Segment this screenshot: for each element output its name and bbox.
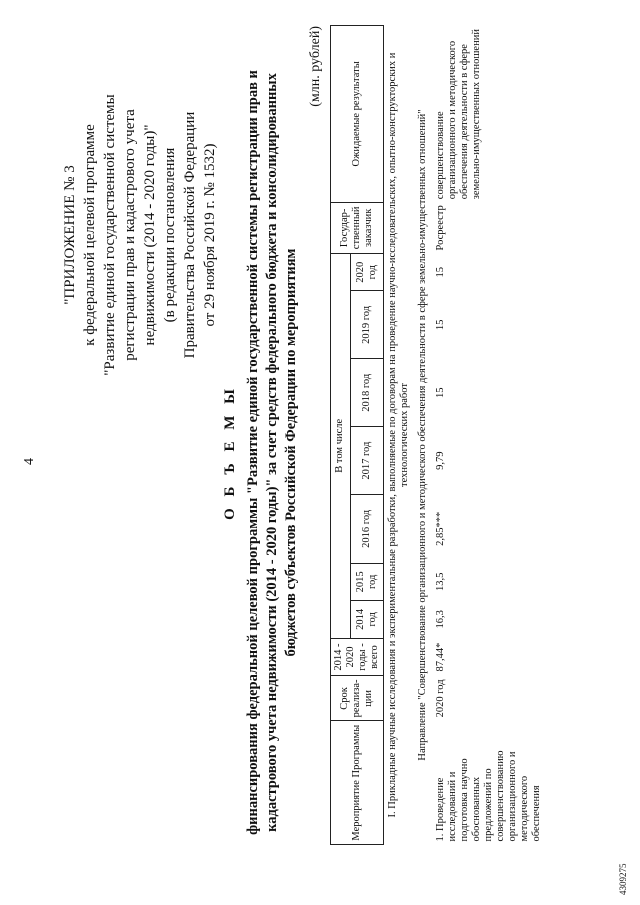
appendix-line: к федеральной целевой программе (82, 124, 98, 346)
term-cell: 2020 год (435, 679, 446, 718)
section-row (384, 26, 415, 845)
header-including: В том числе (331, 253, 351, 638)
appendix-line: недвижимости (2014 - 2020 годы)" (142, 124, 158, 346)
document-title: финансирования федеральной целевой программы "Развитие единой государственной системы регистрации прав и кадастрового учета недвижимости (2014 - 2020 годы)" за счет средств федерального бюджета и консолидированных бюджетов субъектов Российской Федерации по мероприятиям (245, 70, 299, 835)
unit-label: (млн. рублей) (308, 26, 323, 107)
header-term: Срок реализа- ции (331, 676, 384, 721)
appendix-line: (в редакции постановления (162, 147, 178, 323)
header-customer: Государ- ственный заказчик (331, 202, 384, 253)
table-row (432, 26, 546, 845)
direction-heading: Направление "Совершенствование организационного и методического обеспечения деятельности в сфере земельно-имущественных отношений" (417, 109, 428, 761)
value-2019: 15 (435, 319, 446, 331)
footer-stamp: 4309275 (618, 863, 628, 895)
header-measure: Мероприятие Программы (331, 721, 384, 845)
header-year: 2016 год (350, 495, 383, 564)
header-total: 2014 - 2020 годы - всего (331, 638, 384, 676)
page-number: 4 (22, 458, 37, 465)
value-2018: 15 (435, 387, 446, 399)
header-results: Ожидаемые результаты (331, 26, 384, 203)
appendix-line: "ПРИЛОЖЕНИЕ № 3 (62, 165, 78, 305)
value-2016: 2,85*** (435, 511, 446, 546)
appendix-block (60, 45, 220, 425)
header-year: 2019 год (350, 291, 383, 359)
appendix-line: регистрации прав и кадастрового учета (122, 109, 138, 361)
value-2017: 9,79 (435, 451, 446, 470)
value-2020: 15 (435, 266, 446, 278)
header-year: 2015 год (350, 563, 383, 601)
appendix-line: "Развитие единой государственной системы (102, 94, 118, 376)
header-row (331, 26, 351, 845)
header-year: 2014 год (350, 601, 383, 639)
funding-table (330, 25, 546, 845)
appendix-line: от 29 ноября 2019 г. № 1532) (202, 143, 218, 327)
document-heading: О Б Ъ Е М Ы (222, 385, 238, 520)
row-number: 1. (435, 833, 446, 842)
section-heading: I. Прикладные научные исследования и экспериментальные разработки, выполняемые по договорам на проведение научно-исследовательских, опытно-конструкторских и технологических работ (387, 52, 410, 818)
results-cell: совершенствование организационного и методического обеспечения деятельности в сфере земельно-имущественных отношений (435, 29, 482, 200)
value-2015: 13,5 (435, 572, 446, 592)
measure-cell (432, 721, 546, 845)
header-year: 2020 год (350, 253, 383, 291)
header-year: 2017 год (350, 427, 383, 495)
header-year: 2018 год (350, 359, 383, 427)
appendix-line: Правительства Российской Федерации (182, 111, 198, 359)
direction-row (414, 26, 432, 845)
measure-name: Проведение исследований и подготовка научно обоснованных предложений по совершенствованию организационного и методического обеспечения (435, 750, 542, 842)
value-2014: 16,3 (435, 610, 446, 629)
customer-cell: Росреестр (435, 205, 446, 251)
total-cell: 87,44* (435, 642, 446, 672)
